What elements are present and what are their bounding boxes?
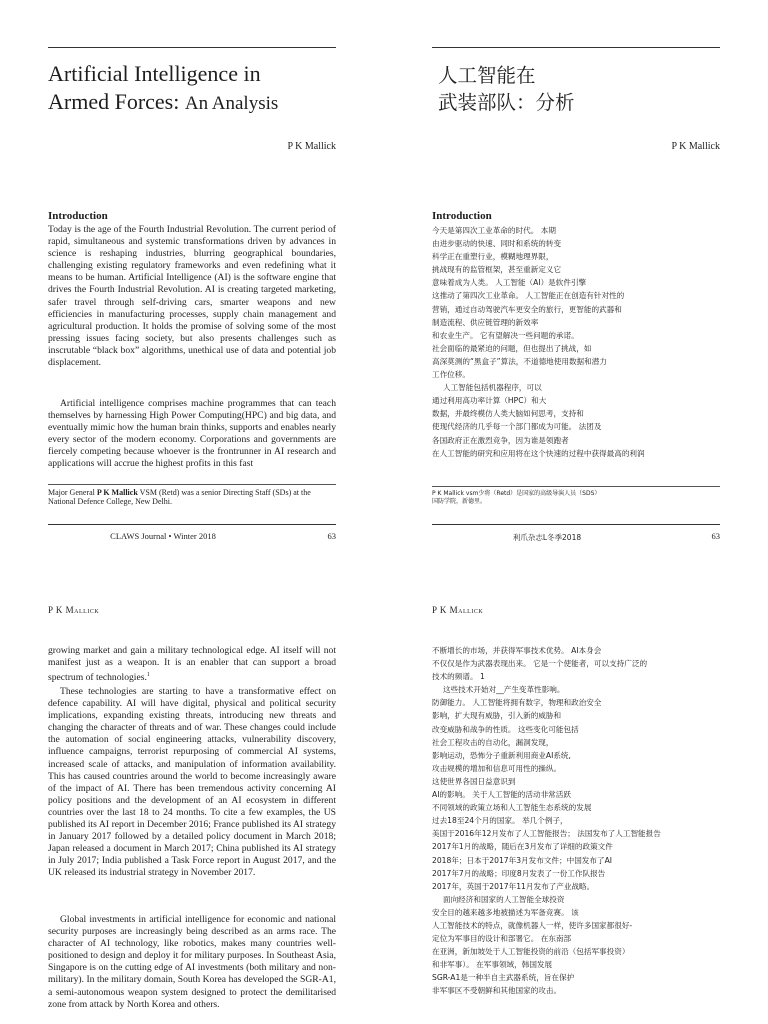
text-line: 社会面临的最紧迫的问题，但也提出了挑战，如	[432, 343, 592, 353]
text-line: 人工智能包括机器程序，可以	[443, 383, 542, 393]
text-line: 2017年1月的战略，随后在3月发布了详细的政策文件	[432, 842, 613, 852]
footnote-rule	[432, 486, 720, 487]
title-subtitle: An Analysis	[184, 93, 279, 114]
text-line: SGR-A1是一种半自主武器系统，旨在保护	[432, 973, 575, 983]
paragraph-3: Global investments in artificial intelligence for economic and national security purposes are increasingly being described as an arms race. The character of AI technology, like robotics, makes many countries well-positioned to design and deploy it for military purposes. In Southeast Asia, Singapore is on the cutting edge of AI investments (both military and non-military). In the military domain, South Korea has developed the SGR-A1, a semi-autonomous weapon system designed to protect the demilitarised zone from attack by North Korea and others.	[48, 914, 336, 1010]
text-line: 高深莫测的“黑盒子”算法，不道德地使用数据和潜力	[432, 356, 607, 366]
page-number: 63	[711, 531, 720, 541]
text-line: 2017年，英国于2017年11月发布了产业战略。	[432, 881, 595, 891]
bottom-rule	[432, 524, 720, 525]
paragraph-1: Today is the age of the Fourth Industrial Revolution. The current period of rapid, simultaneous and systemic transformations driven by advances in science is reshaping industries, blurring geographical boundaries, challenging existing regulatory frameworks and even redefining what it means to be human. Artificial Intelligence (AI) is the software engine that drives the Fourth Industrial Revolution. AI is creating targeted marketing, safer travel through self-driving cars, smarter weapons and new efficiencies in manufacturing processes, supply chain management and agricultural production. It holds the promise of solving some of the most pressing issues facing society, but also presents challenges such as inscrutable “black box” algorithms, unethical use of data and potential job displacement.	[48, 224, 336, 369]
page-top-right	[432, 0, 720, 560]
text-line: 使现代经济的几乎每一个部门都成为可能。 法团及	[432, 422, 602, 432]
text-line: 人工智能技术的特点，就像机器人一样，使许多国家都很好-	[432, 920, 633, 930]
footnote-text: VSM (Retd) was a senior Directing Staff (SDs) at the National Defence College, New Delhi.	[48, 488, 311, 507]
footnote-rule	[48, 484, 336, 485]
text-line: 不仅仅是作为武器表现出来。 它是一个使能者，可以支持广泛的	[432, 659, 648, 669]
title-line-1: 人工智能在	[438, 64, 536, 87]
page-bottom-left	[48, 560, 336, 1024]
footnote-author: P K Mallick	[96, 488, 138, 497]
paragraph-2: These technologies are starting to have a transformative effect on defence capability. AI will have digital, physical and political security implications, expanding existing threats, introducing new threats and changing the character of threats and of war. These changes could include the automation of social engineering attacks, vulnerability discovery, influence campaigns, terrorist repurposing of commercial AI systems, increased scale of attacks, and manipulation of information availability. This has caused countries around the world to become increasingly aware of the impact of AI. There has been tremendous activity concerning AI policy positions and the development of an AI ecosystem in different countries over the last 18 to 24 months. To cite a few examples, the US published its AI report in December 2016; France published its AI strategy in January 2017 followed by a detailed policy document in March 2018; Japan released a document in March 2017; China published its AI strategy in July 2017; India published a Task Force report in August 2017, and the UK released its industrial strategy in November 2017.	[48, 686, 336, 879]
footnote-line: 国防学院，新德里。	[432, 498, 487, 505]
text-line: 不断增长的市场，并获得军事技术优势。 AI本身会	[432, 646, 602, 655]
text-line: 挑战现有的监管框架，甚至重新定义它	[432, 265, 562, 275]
text-line: 不同领域的政策立场和人工智能生态系统的发展	[432, 803, 592, 813]
footnote-ref: 1	[146, 672, 150, 679]
text-line: 社会工程攻击的自动化，漏洞发现，	[432, 737, 554, 747]
text-line: 攻击规模的增加和信息可用性的操纵。	[432, 763, 562, 773]
text-line: 2018年；日本于2017年3月发布文件；中国发布了AI	[432, 855, 613, 865]
paragraph-2: Artificial intelligence comprises machine programmes that can teach themselves by harnessing High Power Computing(HPC) and big data, and eventually mimic how the human brain thinks, supports and enables nearly every sector of the modern economy. Corporations and governments are fiercely competing because whoever is the frontrunner in AI research and applications will accrue the highest profits in this fast	[48, 398, 336, 470]
text-line: 美国于2016年12月发布了人工智能报告； 法国发布了人工智能报告	[432, 829, 661, 839]
text-line: 影响，扩大现有威胁，引入新的威胁和	[432, 711, 562, 721]
title-line-2	[48, 88, 278, 118]
translated-text	[432, 224, 720, 460]
text-line: 这些技术开始对__产生变革性影响。	[443, 685, 565, 695]
author-name: P K Mallick	[671, 141, 720, 152]
page-number: 63	[327, 531, 336, 541]
top-rule	[432, 47, 720, 48]
text-line: 数据，并最终模仿人类大脑如何思考，支持和	[432, 409, 584, 419]
text-line: 和非军事）。 在军事领域，韩国发展	[432, 960, 553, 970]
running-header: P K Mallick	[48, 605, 100, 615]
text-line: 科学正在重塑行业，模糊地理界限，	[432, 252, 554, 262]
footnote-line: P K Mallick vsm少将（Retd）是国家的高级导演人员（SDS）	[432, 490, 601, 497]
author-name: P K Mallick	[287, 141, 336, 152]
paragraph-text: growing market and gain a military technological edge. AI itself will not manifest just as a weapon. It is an enabler that can support a broad spectrum of technologies.	[48, 645, 336, 684]
title-main: Armed Forces:	[48, 89, 185, 114]
journal-footer: 利爪杂志L冬季2018	[512, 533, 582, 542]
text-line: 在人工智能的研究和应用将在这个快速的过程中获得最高的利润	[432, 448, 645, 458]
text-line: 这推动了第四次工业革命。 人工智能正在创造有针对性的	[432, 291, 625, 301]
text-line: 技术的频谱。 1	[432, 672, 485, 682]
footnote	[48, 488, 336, 506]
text-line: 在亚洲，新加坡处于人工智能投资的前沿（包括军事投资）	[432, 947, 630, 957]
text-line: 安全目的越来越多地被描述为军备竞赛。 该	[432, 907, 579, 917]
translated-text	[432, 644, 720, 998]
paragraph-1	[48, 645, 336, 684]
footnote-prefix: Major General	[48, 488, 97, 497]
text-line: 由进步驱动的快速、同时和系统的转变	[432, 239, 562, 249]
text-line: 今天是第四次工业革命的时代。 本期	[432, 226, 556, 235]
journal-footer: CLAWS Journal • Winter 2018	[110, 531, 216, 541]
text-line: 这使世界各国日益意识到	[432, 776, 516, 786]
top-rule	[48, 47, 336, 48]
running-header: P K Mallick	[432, 605, 484, 615]
page-top-left	[48, 0, 336, 560]
text-line: 过去18至24个月的国家。 举几个例子，	[432, 816, 568, 826]
text-line: 2017年7月的战略；印度8月发表了一份工作队报告	[432, 868, 606, 878]
bottom-rule	[48, 524, 336, 525]
text-line: 影响运动，恐怖分子重新利用商业AI系统,	[432, 750, 571, 760]
article-title-cn	[438, 62, 575, 116]
text-line: 定位为军事目的设计和部署它。 在东南部	[432, 934, 572, 944]
article-title	[48, 60, 278, 118]
section-heading: Introduction	[432, 210, 492, 222]
text-line: 和农业生产。 它有望解决一些问题的承诺。	[432, 330, 579, 340]
text-line: 改变威胁和战争的性质。 这些变化可能包括	[432, 724, 579, 734]
title-line-2: 武装部队：分析	[438, 91, 575, 114]
text-line: 工作位移。	[432, 370, 470, 380]
text-line: 非军事区不受朝鲜和其他国家的攻击。	[432, 986, 562, 996]
text-line: AI的影响。 关于人工智能的活动非常活跃	[432, 790, 571, 800]
page-bottom-right	[432, 560, 720, 1024]
section-heading: Introduction	[48, 210, 108, 222]
text-line: 各国政府正在激烈竞争，因为谁是领跑者	[432, 435, 569, 445]
footnote-cn	[432, 490, 720, 506]
text-line: 面向经济和国家的人工智能全球投资	[443, 894, 565, 904]
text-line: 营销，通过自动驾驶汽车更安全的旅行，更智能的武器和	[432, 304, 622, 314]
text-line: 制造流程、供应链管理的新效率	[432, 317, 539, 327]
title-line-1: Artificial Intelligence in	[48, 61, 261, 86]
text-line: 意味着成为人类。 人工智能（AI）是软件引擎	[432, 278, 587, 288]
text-line: 防御能力。 人工智能将拥有数字，物理和政治安全	[432, 698, 602, 708]
text-line: 通过利用高功率计算（HPC）和大	[432, 396, 547, 406]
